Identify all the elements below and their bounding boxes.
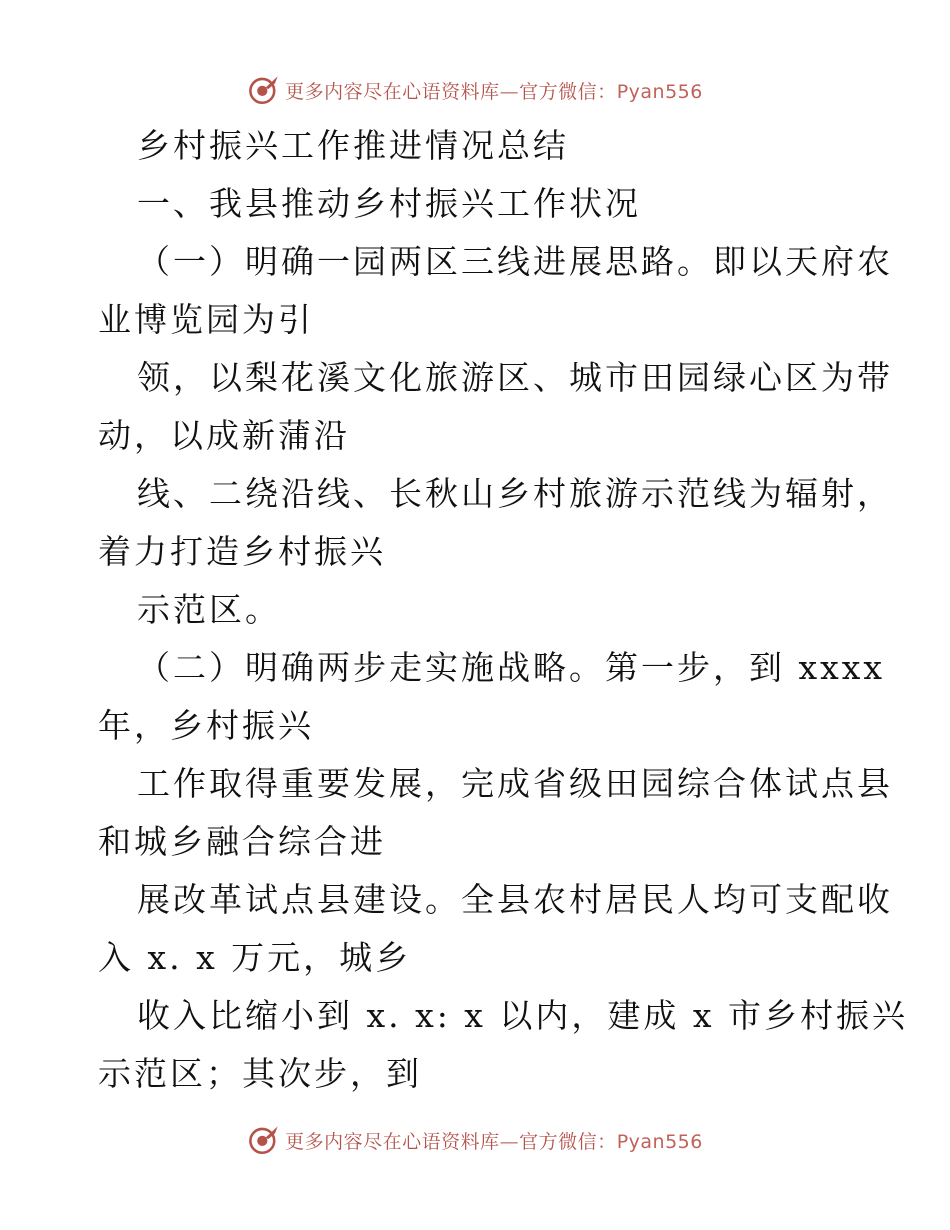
document-title: 乡村振兴工作推进情况总结 [137,126,569,165]
paragraph-line: （二）明确两步走实施战略。第一步，到 xxxx [137,648,885,687]
watermark-account: Pyan556 [616,80,703,103]
watermark-text [285,77,703,104]
section-heading: 一、我县推动乡村振兴工作状况 [137,184,641,223]
watermark-brand: 更多内容尽在心语资料库 [285,1130,500,1153]
watermark-channel: 官方微信： [519,80,617,103]
watermark-account: Pyan556 [616,1130,703,1153]
paragraph-line: 业博览园为引 [98,300,314,339]
paragraph-line: 线、二绕沿线、长秋山乡村旅游示范线为辐射， [137,474,893,513]
quill-logo-icon [247,1123,281,1157]
paragraph-line: 领，以梨花溪文化旅游区、城市田园绿心区为带 [137,358,893,397]
paragraph-line: 入 x. x 万元，城乡 [98,938,412,977]
watermark-channel: 官方微信： [519,1130,617,1153]
paragraph-line: 展改革试点县建设。全县农村居民人均可支配收 [137,880,893,919]
quill-logo-icon [247,73,281,107]
header-watermark [0,70,950,110]
paragraph-line: 示范区。 [137,590,281,629]
paragraph-line: 工作取得重要发展，完成省级田园综合体试点县 [137,764,893,803]
paragraph-line: 示范区；其次步，到 [98,1054,422,1093]
watermark-separator: — [499,80,520,103]
watermark-separator: — [499,1130,520,1153]
watermark-brand: 更多内容尽在心语资料库 [285,80,500,103]
footer-watermark [0,1120,950,1160]
paragraph-line: 年，乡村振兴 [98,706,314,745]
paragraph-line: 着力打造乡村振兴 [98,532,386,571]
watermark-text [285,1127,703,1154]
paragraph-line: 收入比缩小到 x. x: x 以内，建成 x 市乡村振兴 [137,996,908,1035]
paragraph-line: （一）明确一园两区三线进展思路。即以天府农 [137,242,893,281]
paragraph-line: 动，以成新蒲沿 [98,416,350,455]
paragraph-line: 和城乡融合综合进 [98,822,386,861]
